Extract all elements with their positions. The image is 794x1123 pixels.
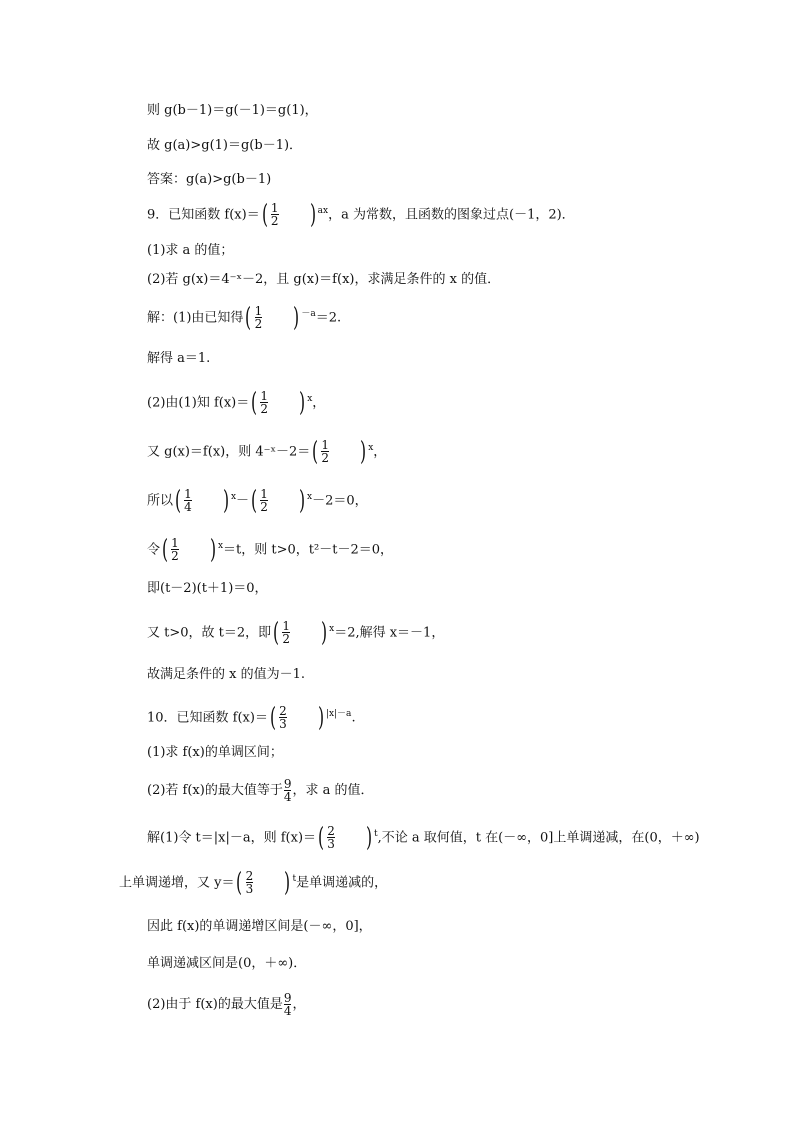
- problem-10-statement: 10．已知函数 f(x)＝( $\frac{2}{3}$ ) $^{|x|-a}$.: [147, 702, 356, 733]
- paren-glyph: (: [261, 199, 268, 230]
- solution-line: 上单调递增，又 y＝( $\frac{2}{3}$ ) $^t$是单调递减的，: [119, 867, 388, 898]
- fraction: $\frac{1}{2}$: [260, 487, 268, 515]
- solution-line: 解：(1)由已知得( $\frac{1}{2}$ ) $^{-a}$＝2.: [147, 302, 342, 333]
- text-line: (2)由于 f(x)的最大值是 $\frac{9}{4}$ ，: [147, 991, 306, 1018]
- paren-glyph: ): [309, 199, 316, 230]
- fraction: $\frac{2}{3}$: [327, 824, 335, 852]
- text-line: (2)若 g(x)＝4⁻ˣ－2，且 g(x)＝f(x)，求满足条件的 x 的值．: [147, 272, 501, 287]
- fraction: $\frac{1}{2}$: [260, 389, 269, 417]
- solution-line: (2)由(1)知 f(x)＝( $\frac{1}{2}$ ) $^x$，: [147, 387, 326, 418]
- text-line: (1)求 f(x)的单调区间；: [147, 745, 283, 760]
- problem-9-statement: 9．已知函数 f(x)＝( $\frac{1}{2}$ ) $^{ax}$，a 为常数，且函数的图象过点(－1，2)．: [147, 199, 575, 230]
- text-line: 故 g(a)>g(1)＝g(b－1)．: [147, 138, 303, 153]
- solution-line: 又 g(x)＝f(x)，则 4⁻ˣ－2＝( $\frac{1}{2}$ ) $^x$，: [147, 436, 387, 467]
- solution-line: 解(1)令 t＝|x|－a，则 f(x)＝( $\frac{2}{3}$ ) $^t$,不论 a 取何值，t 在(－∞，0]上单调递减，在(0，＋∞): [147, 822, 700, 853]
- fraction: $\frac{9}{4}$: [283, 991, 292, 1018]
- fraction: $\frac{1}{4}$: [184, 487, 192, 515]
- text-line: 解得 a＝1.: [147, 351, 211, 366]
- fraction: $\frac{1}{2}$: [254, 304, 263, 332]
- answer-line: 答案：g(a)>g(b－1): [147, 172, 272, 187]
- fraction: $\frac{2}{3}$: [279, 704, 287, 732]
- solution-line: 又 t>0，故 t＝2，即( $\frac{1}{2}$ ) $^x$＝2,解得 x＝－1，: [147, 617, 445, 648]
- text-line: 即(t－2)(t＋1)＝0，: [147, 581, 268, 596]
- text-line: 则 g(b－1)＝g(－1)＝g(1)，: [147, 103, 318, 118]
- fraction: $\frac{1}{2}$: [282, 619, 290, 647]
- fraction: $\frac{2}{3}$: [245, 869, 254, 897]
- fraction: $\frac{1}{2}$: [321, 438, 330, 466]
- text-line: (1)求 a 的值；: [147, 243, 234, 258]
- text-line: 故满足条件的 x 的值为－1.: [147, 667, 305, 682]
- fraction: $\frac{9}{4}$: [283, 777, 292, 804]
- fraction: $\frac{1}{2}$: [270, 201, 279, 229]
- text-line: 因此 f(x)的单调递增区间是(－∞，0]，: [147, 919, 372, 934]
- solution-line: 令( $\frac{1}{2}$ ) $^x$＝t，则 t>0，t²－t－2＝0，: [147, 534, 393, 565]
- solution-line: 所以( $\frac{1}{4}$ ) $^x$－( $\frac{1}{2}$ ) $^x$－2＝0，: [147, 485, 368, 516]
- text-line: 单调递减区间是(0，＋∞)．: [147, 956, 307, 971]
- fraction: $\frac{1}{2}$: [171, 536, 179, 564]
- text-line: (2)若 f(x)的最大值等于 $\frac{9}{4}$ ，求 a 的值．: [147, 777, 374, 804]
